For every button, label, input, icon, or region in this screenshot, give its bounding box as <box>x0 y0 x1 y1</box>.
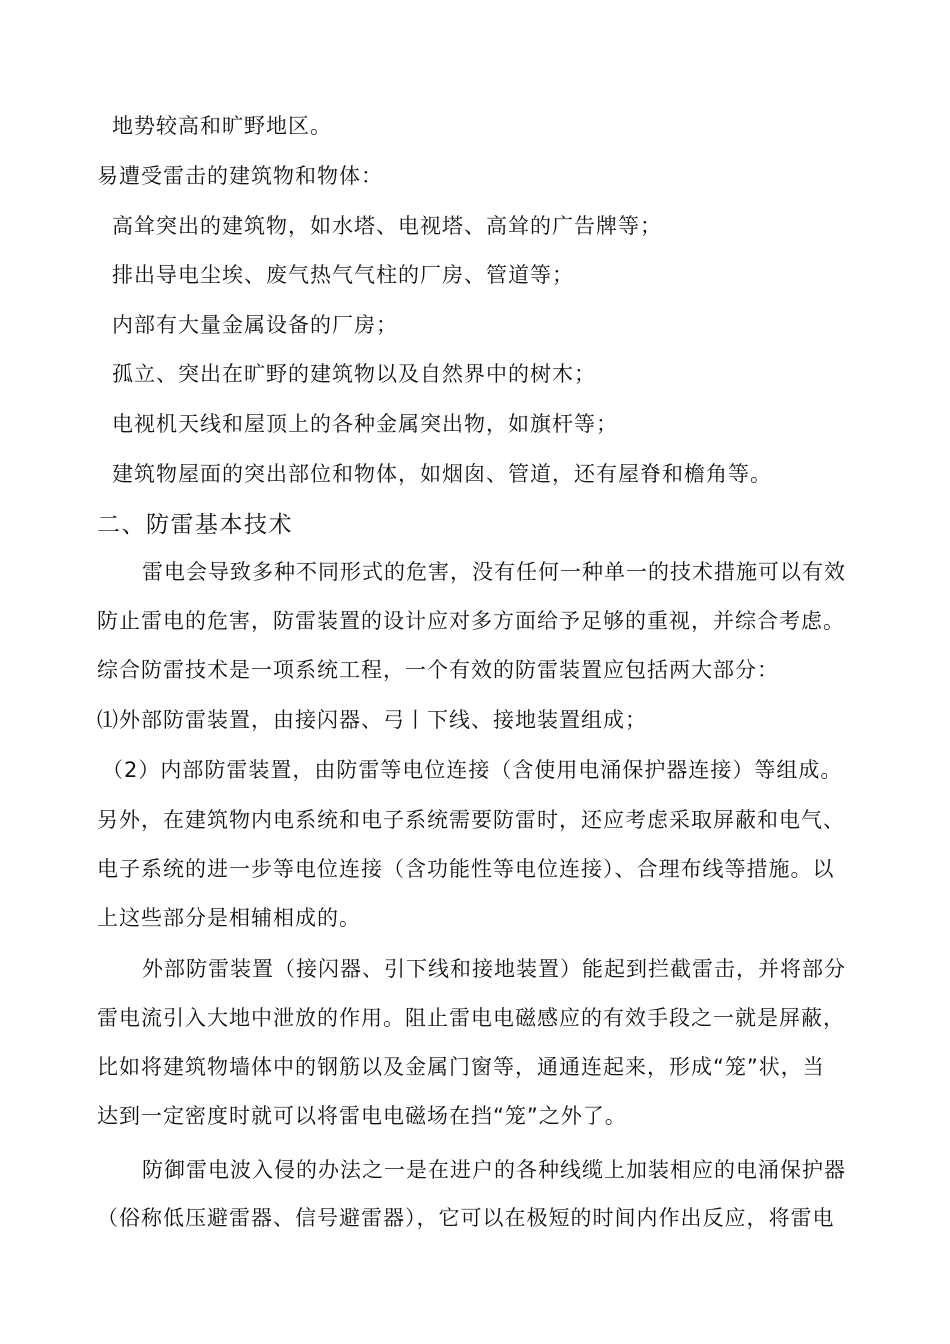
list-item: ⑴外部防雷装置，由接闪器、弓丨下线、接地装置组成； <box>97 708 647 732</box>
paragraph-line: 比如将建筑物墙体中的钢筋以及金属门窗等，通通连起来，形成“笼”状，当 <box>97 1055 825 1079</box>
list-item: 电视机天线和屋顶上的各种金属突出物，如旗杆等； <box>112 412 618 436</box>
paragraph-line: 防止雷电的危害，防雷装置的设计应对多方面给予足够的重视，并综合考虑。 <box>97 609 845 633</box>
paragraph-line: 上这些部分是相辅相成的。 <box>97 906 361 930</box>
section-heading: 二、防雷基本技术 <box>97 512 293 538</box>
paragraph-line: 外部防雷装置（接闪器、引下线和接地装置）能起到拦截雷击，并将部分 <box>142 957 846 981</box>
list-item: 高耸突出的建筑物，如水塔、电视塔、高耸的广告牌等； <box>112 214 662 238</box>
paragraph-line: （俗称低压避雷器、信号避雷器），它可以在极短的时间内作出反应，将雷电 <box>97 1206 835 1230</box>
paragraph-line: 雷电会导致多种不同形式的危害，没有任何一种单一的技术措施可以有效 <box>142 560 846 584</box>
paragraph-line: 综合防雷技术是一项系统工程，一个有效的防雷装置应包括两大部分： <box>97 658 779 682</box>
list-item: 孤立、突出在旷野的建筑物以及自然界中的树木； <box>112 362 596 386</box>
paragraph-line: 防御雷电波入侵的办法之一是在进户的各种线缆上加装相应的电涌保护器 <box>142 1158 846 1182</box>
paragraph-line: 雷电流引入大地中泄放的作用。阻止雷电电磁感应的有效手段之一就是屏蔽， <box>97 1006 845 1030</box>
text-line: 地势较高和旷野地区。 <box>112 114 332 138</box>
list-item: 排出导电尘埃、废气热气气柱的厂房、管道等； <box>112 263 574 287</box>
paragraph-line: 电子系统的进一步等电位连接（含功能性等电位连接）、合理布线等措施。以 <box>97 857 835 881</box>
list-item: 建筑物屋面的突出部位和物体，如烟囱、管道，还有屋脊和檐角等。 <box>112 462 772 486</box>
paragraph-line: 达到一定密度时就可以将雷电电磁场在挡“笼”之外了。 <box>97 1104 627 1128</box>
paragraph-line: 另外，在建筑物内电系统和电子系统需要防雷时，还应考虑采取屏蔽和电气、 <box>97 808 845 832</box>
list-item: （2）内部防雷装置，由防雷等电位连接（含使用电涌保护器连接）等组成。 <box>102 758 843 782</box>
text-line: 易遭受雷击的建筑物和物体： <box>97 164 383 188</box>
list-item: 内部有大量金属设备的厂房； <box>112 313 398 337</box>
